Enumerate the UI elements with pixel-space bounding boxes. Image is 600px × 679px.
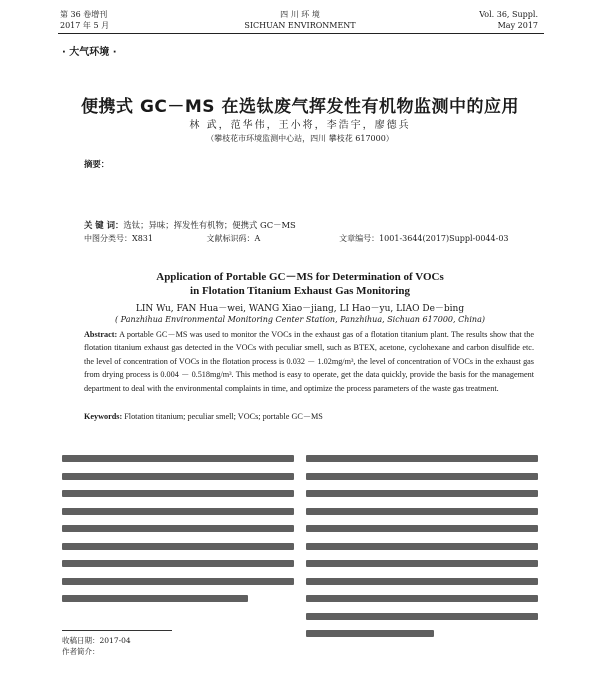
text-line xyxy=(62,508,294,515)
text-line xyxy=(306,560,538,567)
cn-keywords: 关 键 词：选钛；异味；挥发性有机物；便携式 GC－MS xyxy=(84,220,296,230)
text-line xyxy=(62,578,294,585)
cn-abstract xyxy=(84,158,530,172)
text-line xyxy=(306,525,538,532)
en-abstract-label: Abstract: xyxy=(84,330,118,339)
text-line xyxy=(306,630,434,637)
header-journal: 四 川 环 境 SICHUAN ENVIRONMENT xyxy=(244,10,356,30)
text-line xyxy=(306,595,538,602)
header-issue: Vol. 36, Suppl. May 2017 xyxy=(479,10,538,30)
en-authors: LIN Wu, FAN Hua－wei, WANG Xiao－jiang, LI Hao－yu, LIAO De－bing xyxy=(135,304,465,314)
en-affiliation: ( Panzhihua Environmental Monitoring Center Station, Panzhihua, Sichuan 617000, China) xyxy=(115,315,485,324)
en-title: Application of Portable GC－MS for Determination of VOCs in Flotation Titanium Exhaust Gas Monitoring xyxy=(156,271,444,297)
en-abstract: Abstract: A portable GC－MS was used to monitor the VOCs in the exhaust gas of a flotation titanium plant. The results show that the flotation titanium exhaust gas detected in the VOCs with peculiar smell, such as BTEX, acetone, cyclohexane and carbon disulfide etc. the level of concentration of VOCs in the flotation process is 0.032 － 1.02mg/m³, the level of concentration of VOCs in the exhaust gas from drying process is 0.004 － 0.518mg/m³. This method is easy to operate, get the data quickly, provide the basis for the management department to deal with the environmental complaints in time, and optimize the process parameters of the waste gas treatment. xyxy=(84,330,534,393)
cn-metadata xyxy=(84,233,530,244)
text-line xyxy=(62,560,294,567)
text-line xyxy=(306,490,538,497)
text-line xyxy=(62,490,294,497)
body-column-right xyxy=(306,455,538,648)
text-line xyxy=(306,455,538,462)
text-line xyxy=(306,473,538,480)
text-line xyxy=(306,543,538,550)
text-line xyxy=(306,578,538,585)
cn-keywords-label: 关 键 词： xyxy=(84,220,124,230)
text-line xyxy=(62,473,294,480)
header-volume: 第 36 卷增刊 2017 年 5 月 xyxy=(60,10,110,30)
footnote: 收稿日期：2017-04 作者简介： xyxy=(62,636,131,656)
text-line xyxy=(62,595,248,602)
cn-affiliation: （攀枝花市环境监测中心站，四川 攀枝花 617000） xyxy=(206,134,394,143)
section-label: · 大气环境 · xyxy=(62,47,117,58)
en-keywords: Keywords: Flotation titanium; peculiar smell; VOCs; portable GC－MS xyxy=(84,412,323,421)
document-code: 文献标识码：A xyxy=(206,234,261,243)
footnote-rule xyxy=(62,630,172,631)
text-line xyxy=(306,613,538,620)
cn-abstract-label: 摘要： xyxy=(84,159,110,169)
cn-title: 便携式 GC－MS 在选钛废气挥发性有机物监测中的应用 xyxy=(81,97,519,117)
text-line xyxy=(62,543,294,550)
en-keywords-label: Keywords: xyxy=(84,412,123,421)
body-column-left xyxy=(62,455,294,613)
text-line xyxy=(62,525,294,532)
text-line xyxy=(306,508,538,515)
header-rule xyxy=(58,33,544,34)
cn-authors: 林 武，范华伟，王小将，李浩宇，廖德兵 xyxy=(189,120,411,131)
article-number: 文章编号：1001-3644(2017)Suppl-0044-03 xyxy=(339,234,509,243)
clc-number: 中图分类号：X831 xyxy=(84,234,153,243)
text-line xyxy=(62,455,294,462)
